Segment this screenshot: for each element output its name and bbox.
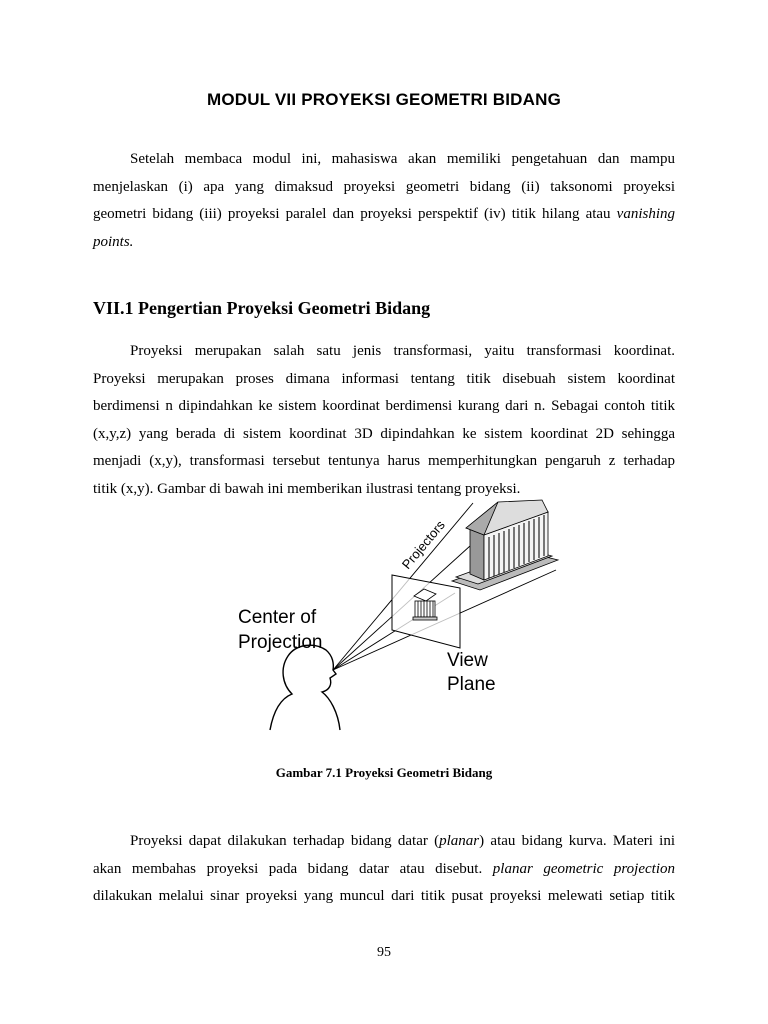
section-line-2: Proyeksi merupakan proses dimana informasi tentang titik disebuah sistem koordinat (93, 370, 675, 387)
label-center-of: Center of (238, 607, 317, 628)
intro-line-2: menjelaskan (i) apa yang dimaksud proyeksi geometri bidang (ii) taksonomi proyeksi (93, 178, 675, 195)
section-line-5: menjadi (x,y), transformasi tersebut tentunya harus memperhitungkan pengaruh z terhadap (93, 453, 675, 469)
label-projection: Projection (238, 632, 323, 653)
label-view: View (447, 650, 488, 671)
last-line-2-italic: planar geometric projection (492, 860, 675, 877)
section-line-4: (x,y,z) yang berada di sistem koordinat 3D dipindahkan ke sistem koordinat 2D sehingga (93, 425, 675, 442)
head-silhouette (270, 645, 340, 730)
last-line-1 (93, 828, 675, 856)
last-line-1-italic: planar (439, 833, 480, 849)
last-line-1-a: Proyeksi dapat dilakukan terhadap bidang datar ( (130, 833, 440, 849)
page-title: MODUL VII PROYEKSI GEOMETRI BIDANG (206, 90, 562, 109)
last-line-2-a: akan membahas proyeksi pada bidang datar atau disebut. (93, 860, 493, 877)
intro-italic-tail: vanishing (616, 206, 675, 222)
intro-line-3 (93, 201, 675, 229)
last-line-2 (93, 856, 675, 884)
page-number: 95 (377, 945, 391, 960)
section-paragraph (93, 338, 675, 503)
section-line-3: berdimensi n dipindahkan ke sistem koordinat berdimensi kurang dari n. Sebagai contoh titik (93, 398, 675, 414)
section-line-6: titik (x,y). Gambar di bawah ini memberikan ilustrasi tentang proyeksi. (93, 480, 521, 497)
intro-line-3-text: geometri bidang (iii) proyeksi paralel dan proyeksi perspektif (iv) titik hilang atau (93, 206, 617, 222)
section-line-1: Proyeksi merupakan salah satu jenis transformasi, yaitu transformasi koordinat. (130, 343, 675, 359)
label-plane: Plane (447, 674, 496, 695)
last-line-3: dilakukan melalui sinar proyeksi yang muncul dari titik pusat proyeksi melewati setiap titik (93, 888, 675, 904)
label-projectors: Projectors (398, 517, 448, 572)
intro-paragraph (93, 146, 675, 256)
intro-last-line: points. (93, 233, 134, 250)
intro-line-1: Setelah membaca modul ini, mahasiswa akan memiliki pengetahuan dan mampu (130, 151, 675, 167)
last-paragraph (93, 828, 675, 911)
projection-figure (230, 498, 560, 733)
intro-line-4 (93, 229, 675, 257)
figure-caption: Gambar 7.1 Proyeksi Geometri Bidang (275, 765, 493, 780)
section-heading: VII.1 Pengertian Proyeksi Geometri Bidang (93, 298, 431, 318)
projection-illustration (230, 498, 560, 733)
last-line-1-b: ) atau bidang kurva. Materi ini (479, 833, 675, 849)
